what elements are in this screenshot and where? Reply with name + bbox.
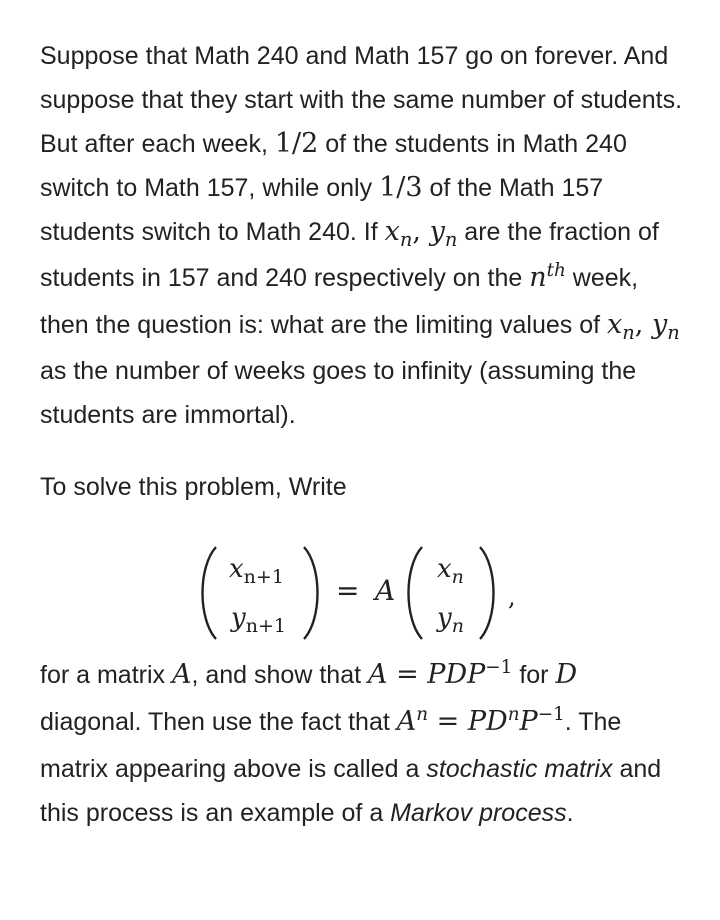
text-segment: week, then the question is: what are the limiting values of (40, 264, 639, 339)
math-n-th (529, 259, 566, 293)
term-stochastic-matrix: stochastic matrix (426, 755, 613, 783)
math-d: D (486, 706, 508, 737)
vec-x-right: $x_n$ (437, 554, 464, 588)
text-segment: . The matrix appearing above is called a (40, 708, 622, 783)
instruction-paragraph (40, 465, 685, 509)
math-d: D (555, 659, 578, 690)
right-paren-close (480, 547, 494, 639)
fraction-one-half: 1/2 (274, 128, 319, 159)
vec-x-top: $x_{n+1}$ (229, 554, 284, 588)
math-x: x (607, 309, 623, 340)
math-p: P (467, 706, 487, 737)
math-p: P (519, 706, 538, 737)
document-body (40, 34, 685, 835)
text-segment: , and show that (191, 661, 368, 689)
text-segment: To solve this problem, Write (40, 473, 347, 501)
vec-y-bottom: $y_{n+1}$ (231, 603, 286, 637)
math-p: P (427, 659, 446, 690)
problem-paragraph (40, 34, 685, 437)
math-equals: = (387, 659, 428, 690)
math-sub-n: n (622, 320, 635, 344)
math-a: A (368, 659, 388, 690)
math-y: y (429, 216, 445, 247)
left-paren-open (203, 547, 217, 639)
math-a: A (171, 659, 192, 690)
math-comma: , (634, 309, 652, 340)
math-sup-n: n (507, 703, 520, 725)
equals-sign: = (336, 574, 360, 607)
fraction-one-third: 1/3 (379, 172, 423, 203)
text-segment: . (566, 799, 574, 827)
vec-y-right: $y_n$ (437, 603, 464, 637)
math-sup-minus-one: −1 (485, 656, 513, 678)
text-segment: for a matrix (40, 661, 172, 689)
term-markov-process: Markov process (390, 799, 567, 827)
text-segment: of the Math 157 students switch to Math 240. If (40, 174, 604, 246)
math-sup-n: n (416, 703, 429, 725)
right-paren-open (409, 547, 423, 639)
math-xn-yn (607, 309, 680, 344)
text-segment: diagonal. Then use the fact that (40, 708, 397, 736)
display-equation (40, 527, 685, 645)
method-paragraph (40, 653, 685, 835)
math-sub-n: n (399, 227, 413, 251)
text-segment: for (512, 661, 556, 689)
equation-comma: , (508, 583, 516, 611)
math-a-eq-pdp (368, 656, 513, 690)
math-y: y (651, 309, 668, 340)
math-a: A (396, 706, 417, 737)
math-d: D (445, 659, 468, 690)
math-an-eq-pdnp (396, 703, 565, 737)
left-paren-close (304, 547, 318, 639)
math-equals: = (428, 706, 468, 737)
text-segment: are the fraction of students in 157 and 240 respectively on the (40, 218, 659, 292)
math-sub-n: n (667, 320, 680, 344)
math-x: x (384, 216, 400, 247)
text-segment: Suppose that Math 240 and Math 157 go on forever. And suppose that they start with the same number of students. But after each week, (40, 42, 683, 158)
math-sub-n: n (444, 227, 458, 251)
math-comma: , (412, 216, 430, 247)
math-sup-minus-one: −1 (537, 703, 565, 725)
math-sup-th: th (546, 259, 566, 281)
text-segment: as the number of weeks goes to infinity (assuming the students are immortal). (40, 357, 637, 429)
math-p: P (467, 659, 486, 690)
math-xn-yn (384, 216, 458, 251)
matrix-a: A (375, 574, 396, 607)
text-segment: of the students in Math 240 switch to Math 157, while only (40, 130, 627, 202)
text-segment: and this process is an example of a (40, 755, 662, 827)
math-n: n (529, 262, 547, 293)
equation-svg (40, 527, 685, 645)
